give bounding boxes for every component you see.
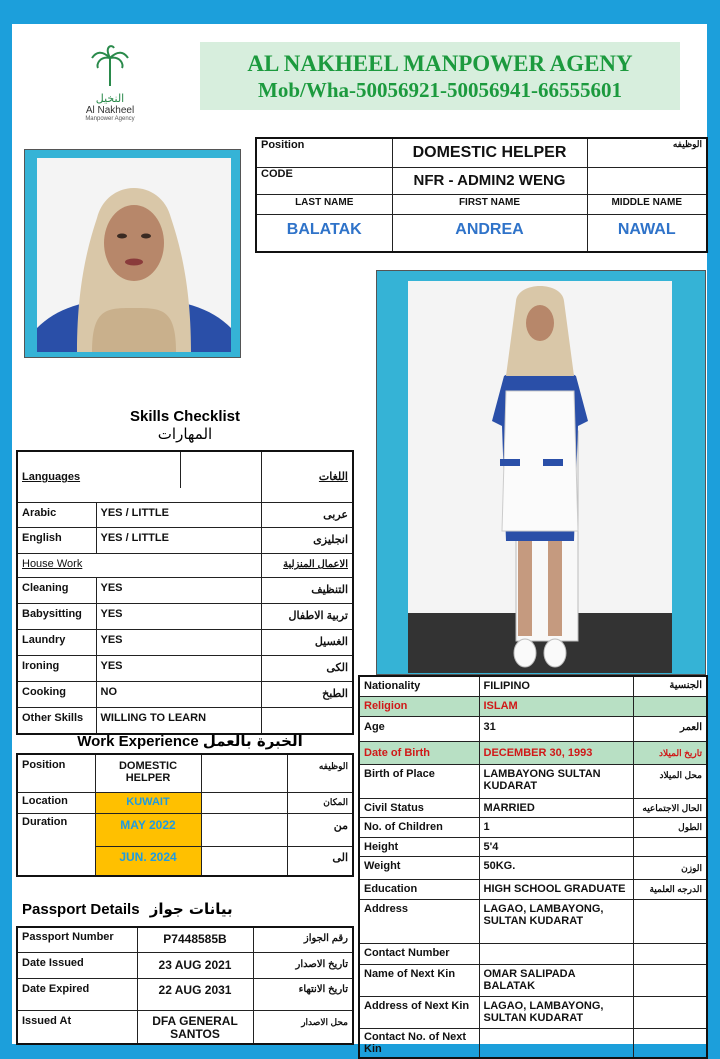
skill-arabic-value: YES / LITTLE [96,503,261,528]
skill-cooking-ar: الطبخ [261,682,353,708]
work-location-label: Location [17,792,95,813]
address-value: LAGAO, LAMBAYONG, SULTAN KUDARAT [479,899,633,943]
work-location-empty [201,792,287,813]
skill-english-ar: انجليزى [261,528,353,554]
religion-value: ISLAM [479,696,633,716]
issued-at-value: DFA GENERAL SANTOS [137,1010,253,1044]
issued-at-ar: محل الاصدار [253,1010,353,1044]
skill-laundry-ar: الغسيل [261,630,353,656]
contact-number-label: Contact Number [359,943,479,964]
skill-babysitting-ar: تربية الاطفال [261,604,353,630]
civil-status-value: MARRIED [479,798,633,817]
skill-cleaning-label: Cleaning [17,578,96,604]
housework-label: House Work [17,554,261,578]
passport-number-label: Passport Number [17,927,137,952]
skill-ironing-label: Ironing [17,656,96,682]
first-name-value: ANDREA [392,214,587,252]
first-name-label: FIRST NAME [392,194,587,214]
religion-ar [633,696,707,716]
date-issued-label: Date Issued [17,952,137,978]
age-label: Age [359,716,479,741]
height-ar [633,837,707,856]
work-position-value: DOMESTIC HELPER [95,754,201,792]
next-kin-address-value: LAGAO, LAMBAYONG, SULTAN KUDARAT [479,996,633,1028]
education-value: HIGH SCHOOL GRADUATE [479,879,633,899]
work-title-en: Work Experience [77,733,199,750]
birthplace-label: Birth of Place [359,764,479,798]
civil-status-label: Civil Status [359,798,479,817]
children-label: No. of Children [359,817,479,837]
full-body-photo [408,281,672,673]
next-kin-contact-ar [633,1028,707,1058]
skill-cooking-value: NO [96,682,261,708]
logo-subtitle: Manpower Agency [85,116,135,122]
skill-arabic-label: Arabic [17,503,96,528]
skill-babysitting-label: Babysitting [17,604,96,630]
age-ar: العمر [633,716,707,741]
skill-other-value: WILLING TO LEARN [96,708,261,734]
logo-arabic: النخيل [95,92,125,105]
issued-at-label: Issued At [17,1010,137,1044]
work-location-value: KUWAIT [95,792,201,813]
height-value: 5'4 [479,837,633,856]
address-label: Address [359,899,479,943]
date-expired-ar: تاريخ الانتهاء [253,978,353,1010]
work-position-empty [201,754,287,792]
skills-table [16,450,354,735]
candidate-table [255,137,708,253]
skill-ironing-value: YES [96,656,261,682]
work-to-empty [201,846,287,876]
full-body-photo-frame [376,270,706,675]
code-empty [587,167,707,194]
skill-english-value: YES / LITTLE [96,528,261,554]
age-value: 31 [479,716,633,741]
position-label: Position [256,138,392,167]
date-expired-value: 22 AUG 2031 [137,978,253,1010]
languages-arabic: اللغات [261,451,353,503]
passport-number-ar: رقم الجواز [253,927,353,952]
birthplace-value: LAMBAYONG SULTAN KUDARAT [479,764,633,798]
next-kin-value: OMAR SALIPADA BALATAK [479,964,633,996]
passport-table [16,926,354,1045]
work-duration-label: Duration [17,813,95,876]
civil-status-ar: الحال الاجتماعيه [633,798,707,817]
work-title [40,732,340,750]
agency-name: AL NAKHEEL MANPOWER AGENY [247,51,633,76]
skill-ironing-ar: الكى [261,656,353,682]
religion-label: Religion [359,696,479,716]
children-value: 1 [479,817,633,837]
agency-banner [200,42,680,110]
nationality-value: FILIPINO [479,676,633,696]
middle-name-label: MIDDLE NAME [587,194,707,214]
code-label: CODE [256,167,392,194]
passport-title-en: Passport Details [22,901,140,918]
dob-value: DECEMBER 30, 1993 [479,741,633,764]
last-name-value: BALATAK [256,214,392,252]
position-arabic: الوظيفه [587,138,707,167]
passport-title-ar: بيانات جواز [149,900,233,918]
work-from-value: MAY 2022 [95,813,201,846]
skill-babysitting-value: YES [96,604,261,630]
position-value: DOMESTIC HELPER [392,138,587,167]
date-issued-ar: تاريخ الاصدار [253,952,353,978]
children-ar: الطول [633,817,707,837]
weight-value: 50KG. [479,856,633,879]
work-to-ar: الى [287,846,353,876]
skill-cooking-label: Cooking [17,682,96,708]
address-ar [633,899,707,943]
next-kin-contact-value [479,1028,633,1058]
skill-english-label: English [17,528,96,554]
work-to-value: JUN. 2024 [95,846,201,876]
dob-label: Date of Birth [359,741,479,764]
education-label: Education [359,879,479,899]
education-ar: الدرجه العلمية [633,879,707,899]
languages-label: Languages [18,452,181,488]
agency-logo [78,44,142,132]
face-photo-frame [24,149,241,358]
skill-arabic-ar: عربى [261,503,353,528]
contact-number-value [479,943,633,964]
face-photo [37,158,231,352]
birthplace-ar: محل الميلاد [633,764,707,798]
housework-arabic: الاعمال المنزلية [261,554,353,578]
weight-label: Weight [359,856,479,879]
personal-table [358,675,708,1059]
weight-ar: الوزن [633,856,707,879]
next-kin-label: Name of Next Kin [359,964,479,996]
skills-title-arabic: المهارات [157,425,213,443]
work-location-ar: المكان [287,792,353,813]
last-name-label: LAST NAME [256,194,392,214]
passport-number-value: P7448585B [137,927,253,952]
skill-other-ar [261,708,353,734]
work-table [16,753,354,877]
height-label: Height [359,837,479,856]
code-value: NFR - ADMIN2 WENG [392,167,587,194]
skill-cleaning-ar: التنظيف [261,578,353,604]
palm-logo-icon [90,44,130,88]
next-kin-address-label: Address of Next Kin [359,996,479,1028]
middle-name-value: NAWAL [587,214,707,252]
work-title-ar: الخبرة بالعمل [202,732,303,750]
skills-title: Skills Checklist [129,408,241,425]
languages-header [17,451,261,503]
work-from-empty [201,813,287,846]
next-kin-address-ar [633,996,707,1028]
logo-name: Al Nakheel [85,105,135,116]
dob-ar: تاريخ الميلاد [633,741,707,764]
next-kin-ar [633,964,707,996]
skill-cleaning-value: YES [96,578,261,604]
nationality-label: Nationality [359,676,479,696]
skill-other-label: Other Skills [17,708,96,734]
work-position-ar: الوظيفه [287,754,353,792]
date-expired-label: Date Expired [17,978,137,1010]
date-issued-value: 23 AUG 2021 [137,952,253,978]
skill-laundry-value: YES [96,630,261,656]
skill-laundry-label: Laundry [17,630,96,656]
work-position-label: Position [17,754,95,792]
contact-number-ar [633,943,707,964]
agency-phones: Mob/Wha-50056921-50056941-66555601 [258,78,622,102]
passport-title [22,900,282,918]
next-kin-contact-label: Contact No. of Next Kin [359,1028,479,1058]
work-from-ar: من [287,813,353,846]
nationality-ar: الجنسية [633,676,707,696]
